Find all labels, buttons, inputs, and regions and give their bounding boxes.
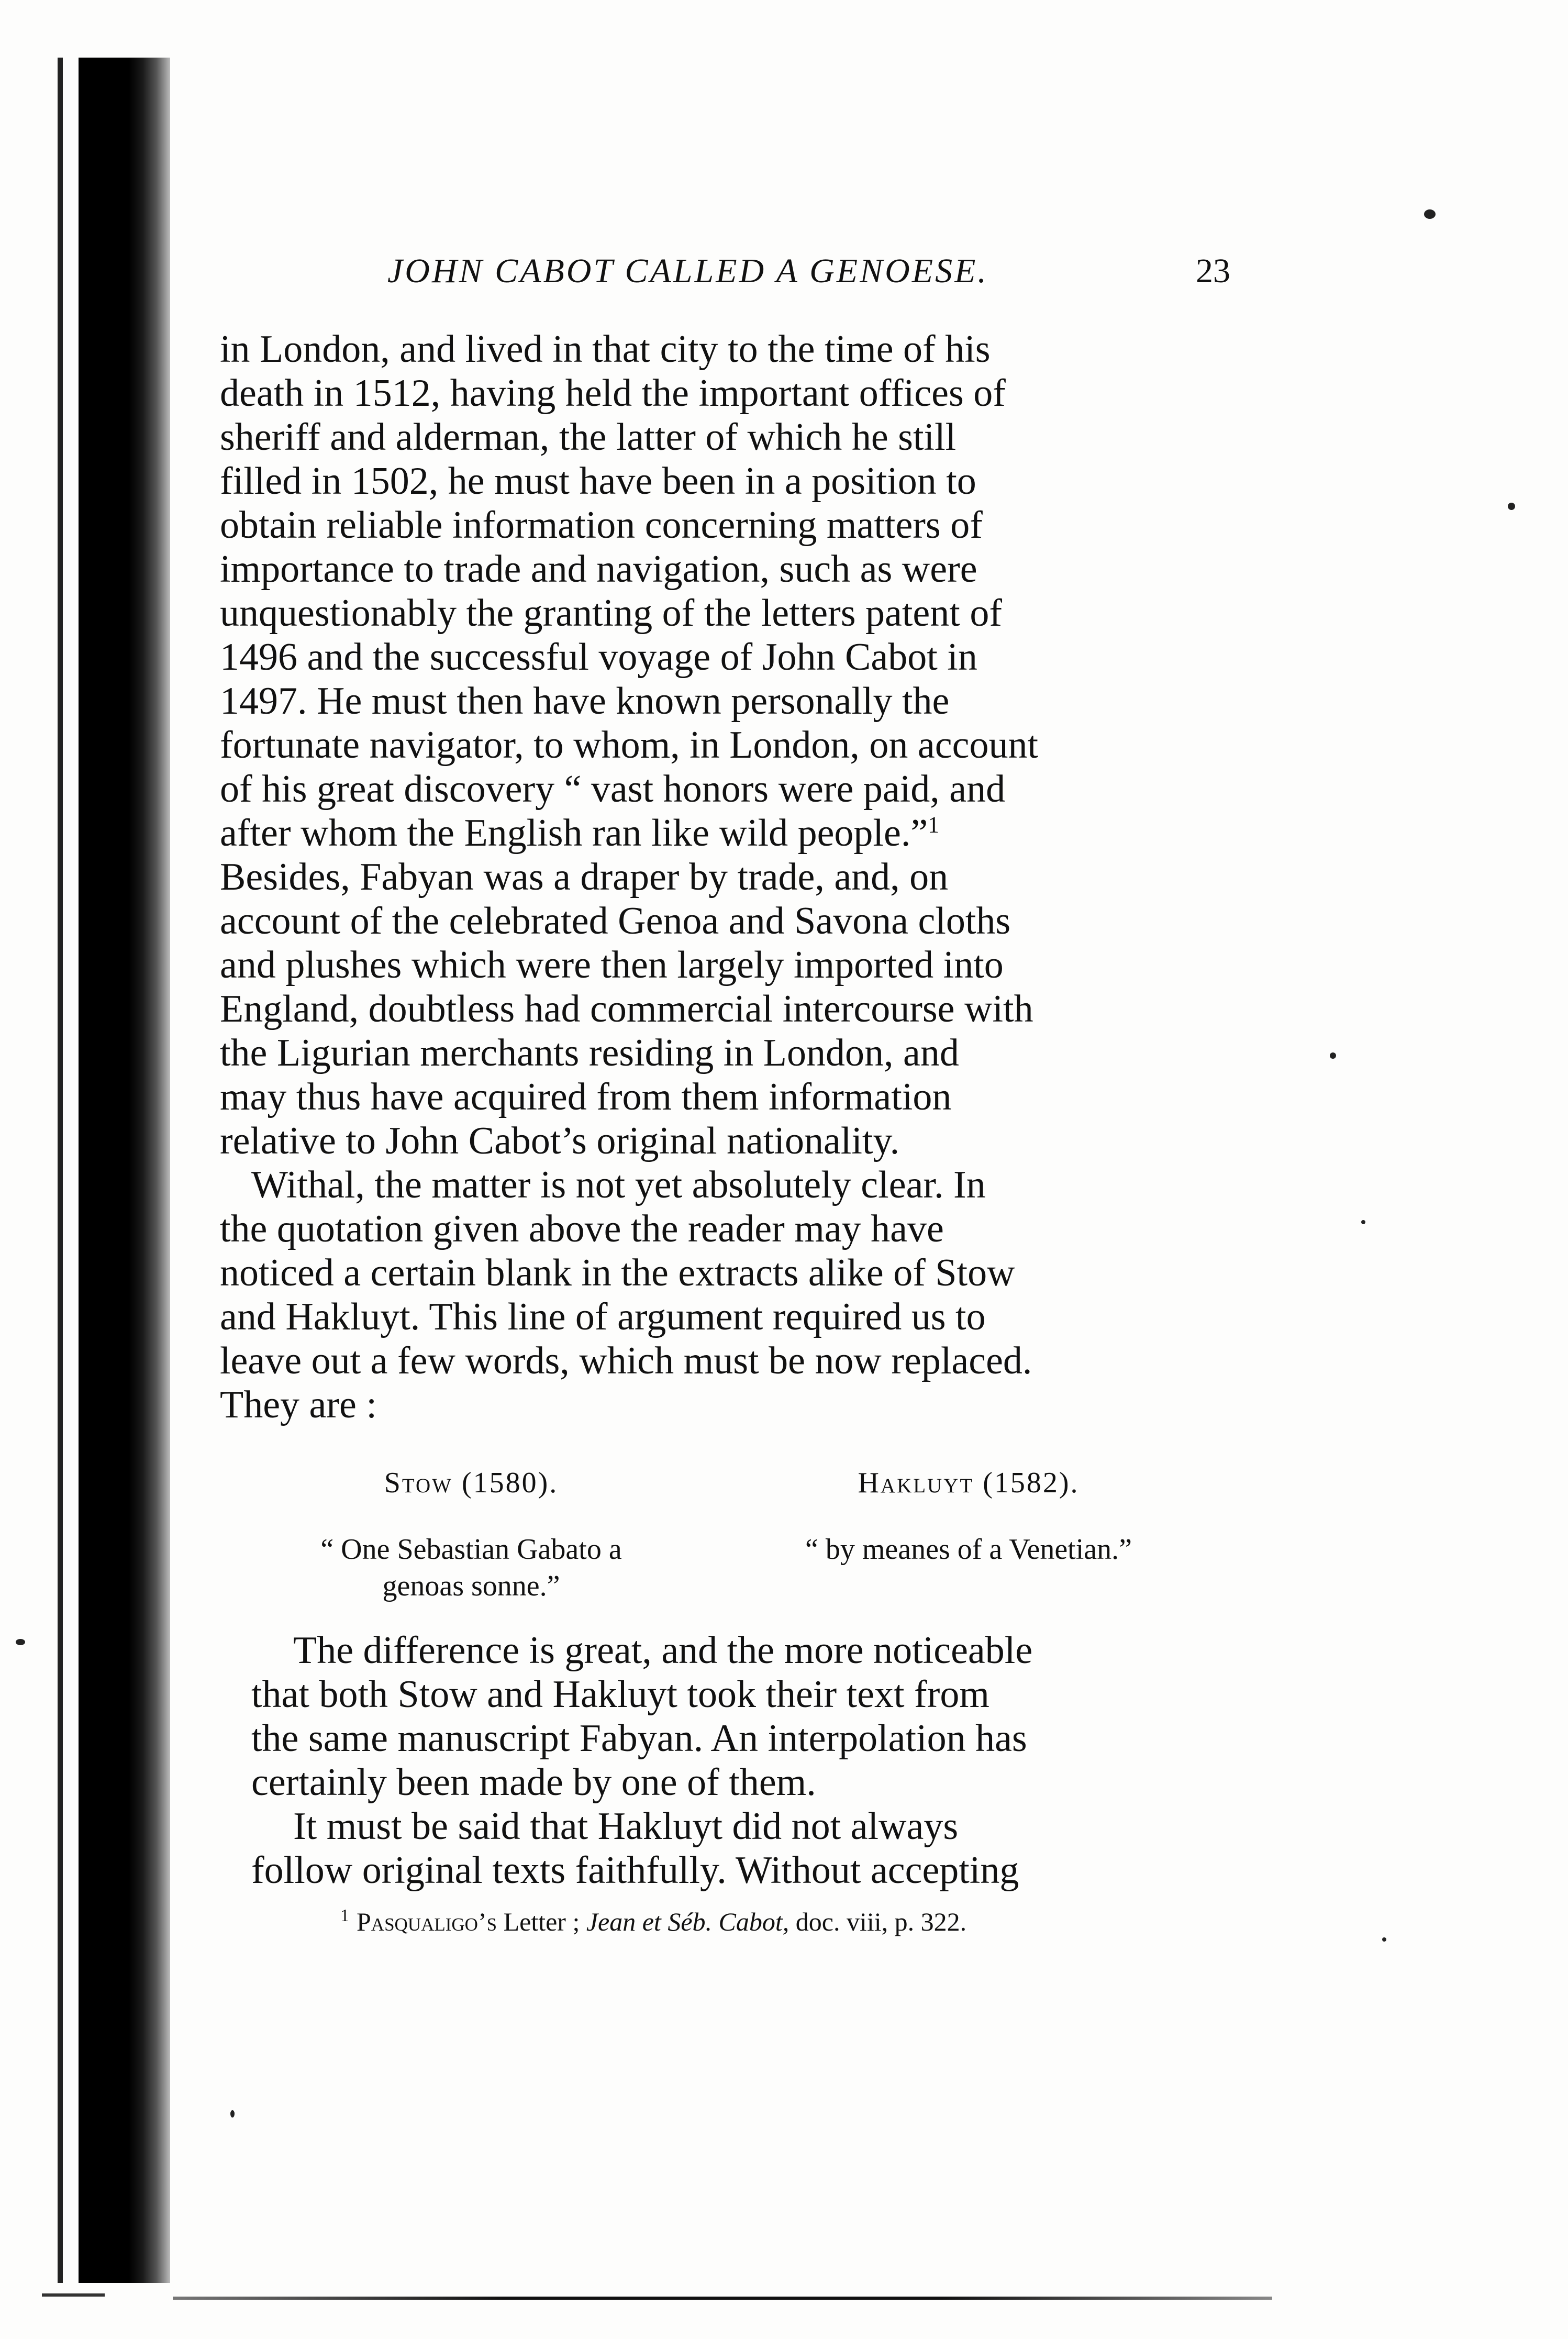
footnote-work-title: Jean et Séb. Cabot, (586, 1907, 789, 1936)
scan-speck (1330, 1052, 1336, 1059)
text-line-with-footnote (220, 811, 1199, 855)
paragraph-1 (220, 327, 1199, 1163)
text-line: sheriff and alderman, the latter of which he still (220, 416, 957, 459)
footnote-author: Pasqualigo’s (357, 1907, 497, 1936)
scan-speck (1508, 503, 1515, 510)
scan-bottom-rule (173, 2297, 1272, 2300)
text-line: unquestionably the granting of the letters patent of (220, 592, 1002, 635)
text-line: 1497. He must then have known personally the (220, 680, 950, 723)
text-line: and Hakluyt. This line of argument required us to (220, 1295, 986, 1338)
body-text-continued (251, 1628, 1199, 1892)
text-line: that both Stow and Hakluyt took their text from (251, 1673, 989, 1716)
text-line: death in 1512, having held the important offices of (220, 372, 1006, 415)
text-line: the Ligurian merchants residing in London, and (220, 1032, 959, 1074)
quote-line: “ One Sebastian Gabato a (320, 1533, 622, 1566)
text-line: 1496 and the successful voyage of John Cabot in (220, 636, 977, 679)
scan-edge-mark (42, 2293, 105, 2297)
text-line: in London, and lived in that city to the time of his (220, 328, 991, 371)
quote-text (262, 1531, 681, 1604)
text-line: follow original texts faithfully. Without accepting (251, 1849, 1019, 1892)
footnote-text: Letter ; (497, 1907, 586, 1936)
scan-speck (16, 1639, 25, 1645)
quote-line: genoas sonne.” (382, 1570, 560, 1602)
quote-heading: Hakluyt (1582). (858, 1467, 1080, 1499)
paragraph-2 (220, 1163, 1199, 1427)
running-header (366, 251, 1230, 298)
text-line: importance to trade and navigation, such as were (220, 548, 977, 591)
scan-speck (1361, 1220, 1365, 1224)
footnote-mark: 1 (340, 1906, 349, 1926)
text-line: It must be said that Hakluyt did not always (293, 1805, 959, 1848)
text-line: of his great discovery “ vast honors were paid, and (220, 768, 1006, 811)
running-title: JOHN CABOT CALLED A GENOESE. (387, 252, 988, 290)
quote-text (733, 1531, 1204, 1568)
text-line: They are : (220, 1383, 377, 1426)
text-line: the quotation given above the reader may have (220, 1207, 944, 1250)
text-line: The difference is great, and the more noticeable (293, 1629, 1033, 1672)
text-line: the same manuscript Fabyan. An interpolation has (251, 1717, 1027, 1760)
text-line: and plushes which were then largely imported into (220, 944, 1004, 986)
text-line: account of the celebrated Genoa and Savona cloths (220, 900, 1011, 943)
text-line: noticed a certain blank in the extracts alike of Stow (220, 1251, 1015, 1294)
quote-hakluyt (733, 1466, 1204, 1568)
footnote-reference: 1 (928, 812, 940, 838)
scan-speck (230, 2110, 235, 2118)
scan-speck (1424, 209, 1436, 219)
binding-shadow (79, 58, 170, 2283)
text-line: may thus have acquired from them information (220, 1076, 952, 1118)
paragraph-3 (251, 1628, 1199, 1804)
footnote-text: doc. viii, p. 322. (789, 1907, 967, 1936)
text-line: certainly been made by one of them. (251, 1761, 816, 1804)
text-line: Withal, the matter is not yet absolutely clear. In (251, 1163, 986, 1206)
text-line: obtain reliable information concerning matters of (220, 504, 983, 547)
quote-stow (262, 1466, 681, 1604)
text-line: Besides, Fabyan was a draper by trade, and, on (220, 856, 949, 899)
quote-line: “ by meanes of a Venetian.” (805, 1533, 1132, 1566)
body-text (220, 327, 1199, 1427)
binding-edge-thin (58, 58, 63, 2283)
text-line: filled in 1502, he must have been in a position to (220, 460, 976, 503)
quote-heading: Stow (1580). (384, 1467, 559, 1499)
text-line: leave out a few words, which must be now replaced. (220, 1339, 1032, 1382)
footnote (340, 1906, 1204, 1937)
paragraph-4 (251, 1804, 1199, 1892)
text-line: relative to John Cabot’s original nationality. (220, 1119, 900, 1162)
text-line: England, doubtless had commercial intercourse with (220, 988, 1033, 1030)
text-line: fortunate navigator, to whom, in London, on account (220, 724, 1038, 767)
scan-speck (1382, 1937, 1386, 1942)
text-line: after whom the English ran like wild people.” (220, 812, 928, 855)
page-number: 23 (1196, 252, 1230, 290)
